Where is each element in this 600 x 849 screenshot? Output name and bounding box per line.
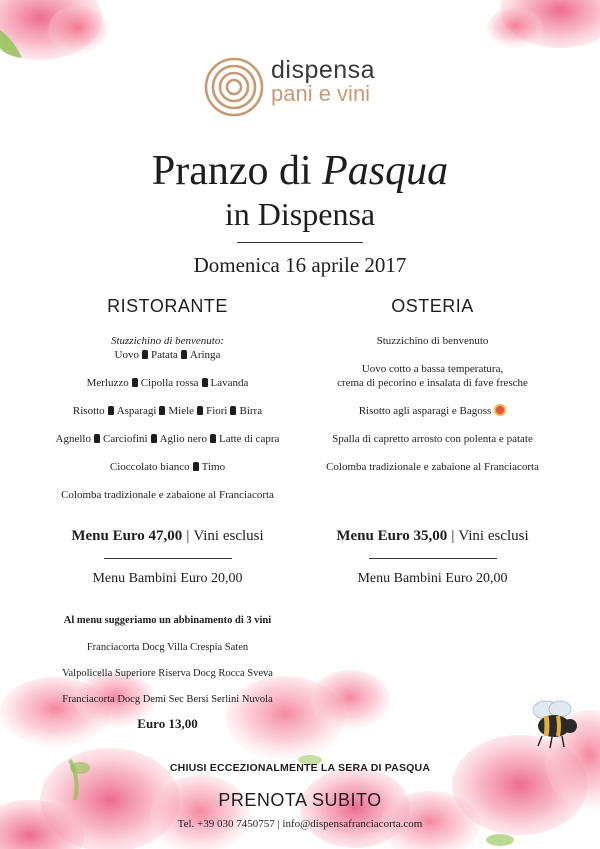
ingredient: Cipolla rossa <box>140 377 199 389</box>
osteria-dish-2 <box>305 362 560 390</box>
osteria-column <box>305 296 560 488</box>
osteria-dish-1: Stuzzichino di benvenuto <box>376 335 489 347</box>
osteria-menu-price <box>305 528 560 545</box>
flower-top-left <box>0 0 108 60</box>
price-separator: | <box>451 528 455 544</box>
wine-pairing <box>40 615 295 732</box>
osteria-price-note: Vini esclusi <box>458 528 529 544</box>
dish-line <box>40 348 295 362</box>
dish-line <box>40 460 295 474</box>
ingredient: Merluzzo <box>86 377 129 389</box>
event-date: Domenica 16 aprile 2017 <box>193 253 407 277</box>
title-italic: Pasqua <box>322 148 449 194</box>
page-title <box>0 148 600 194</box>
ingredient: Aglio nero <box>159 433 207 445</box>
osteria-kids-menu: Menu Bambini Euro 20,00 <box>357 571 508 586</box>
ingredient: Patata <box>151 349 178 361</box>
osteria-dish-4: Spalla di capretto arrosto con polenta e patate <box>332 433 533 445</box>
page-subtitle: in Dispensa <box>224 196 376 232</box>
ingredient: Risotto <box>72 405 105 417</box>
wine-item: Valpolicella Superiore Riserva Docg Rocca Sveva <box>62 668 273 679</box>
dish-line <box>40 376 295 390</box>
ingredient-separator-icon <box>230 406 236 415</box>
wine-item: Franciacorta Docg Villa Crespia Saten <box>86 642 249 653</box>
ingredient: Fiori <box>206 405 228 417</box>
brand-name-top: dispensa <box>271 56 376 84</box>
ristorante-kids-menu: Menu Bambini Euro 20,00 <box>92 571 243 586</box>
osteria-title: OSTERIA <box>391 296 474 316</box>
ristorante-column <box>40 296 295 516</box>
ristorante-starter <box>40 334 295 362</box>
ingredient: Miele <box>168 405 195 417</box>
title-divider <box>237 242 363 243</box>
ristorante-title: RISTORANTE <box>107 296 228 316</box>
ingredient: Asparagi <box>116 405 157 417</box>
book-now: PRENOTA SUBITO <box>218 790 382 810</box>
brand-logo <box>203 56 403 120</box>
osteria-dish-2-line2: crema di pecorino e insalata di fave fresche <box>337 377 528 389</box>
price-divider <box>369 558 497 559</box>
ingredient: Aringa <box>189 349 221 361</box>
ingredient-separator-icon <box>132 378 138 387</box>
ingredient-separator-icon <box>210 434 216 443</box>
bee-icon <box>526 700 586 750</box>
spiral-logo-icon <box>203 56 265 118</box>
ingredient: Uovo <box>114 349 139 361</box>
ingredient: Cioccolato bianco <box>109 461 190 473</box>
ingredient-separator-icon <box>181 350 187 359</box>
osteria-dish-3-text: Risotto agli asparagi e Bagoss <box>358 405 492 417</box>
osteria-dish-2-line1: Uovo cotto a bassa temperatura, <box>361 363 504 375</box>
ingredient-separator-icon <box>142 350 148 359</box>
flower-top-right <box>487 0 600 48</box>
ingredient-separator-icon <box>193 462 199 471</box>
ristorante-price-block <box>40 528 295 587</box>
osteria-dish-5: Colomba tradizionale e zabaione al Franciacorta <box>326 461 539 473</box>
wine-heading: Al menu suggeriamo un abbinamento di 3 vini <box>63 615 272 626</box>
osteria-dish-3 <box>305 404 560 418</box>
ingredient-separator-icon <box>108 406 114 415</box>
closed-notice: CHIUSI ECCEZIONALMENTE LA SERA DI PASQUA <box>169 762 431 774</box>
ristorante-dessert: Colomba tradizionale e zabaione al Franciacorta <box>61 489 274 501</box>
price-separator: | <box>186 528 190 544</box>
dish-line <box>40 404 295 418</box>
dish-line <box>40 432 295 446</box>
starter-intro: Stuzzichino di benvenuto: <box>110 335 225 347</box>
ingredient-separator-icon <box>197 406 203 415</box>
contact-info: Tel. +39 030 7450757 | info@dispensafranciacorta.com <box>177 818 423 830</box>
ingredient-separator-icon <box>151 434 157 443</box>
ingredient: Timo <box>201 461 226 473</box>
ingredient: Agnello <box>55 433 91 445</box>
ristorante-price-value: Menu Euro 47,00 <box>71 528 183 544</box>
osteria-price-value: Menu Euro 35,00 <box>336 528 448 544</box>
ingredient-separator-icon <box>202 378 208 387</box>
ristorante-price-note: Vini esclusi <box>193 528 264 544</box>
price-divider <box>104 558 232 559</box>
ingredient-separator-icon <box>94 434 100 443</box>
ingredient: Lavanda <box>210 377 249 389</box>
flower-icon <box>494 404 506 416</box>
wine-price: Euro 13,00 <box>137 716 198 731</box>
ingredient-separator-icon <box>159 406 165 415</box>
wine-item: Franciacorta Docg Demì Sec Bersi Serlini Nuvola <box>62 694 273 705</box>
title-plain: Pranzo di <box>151 148 312 194</box>
osteria-price-block <box>305 528 560 587</box>
ristorante-menu-price <box>40 528 295 545</box>
ingredient: Carciofini <box>103 433 148 445</box>
ingredient: Latte di capra <box>218 433 280 445</box>
brand-name-bottom: pani e vini <box>271 81 371 106</box>
ingredient: Birra <box>239 405 263 417</box>
